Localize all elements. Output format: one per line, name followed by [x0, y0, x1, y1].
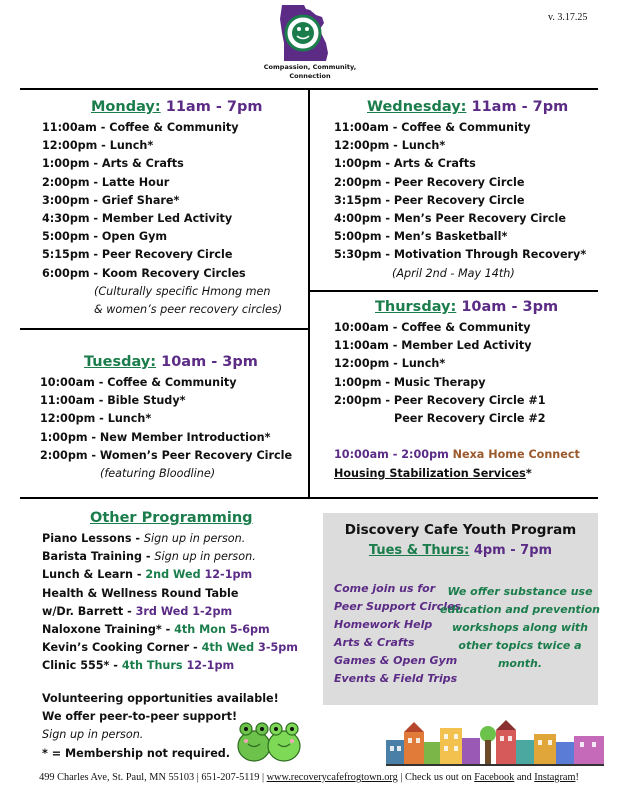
- narcan-day: 4th Mon: [174, 623, 226, 637]
- list-item: 3:00pm - Grief Share*: [42, 193, 180, 207]
- health-label: w/Dr. Barrett -: [42, 604, 136, 618]
- other-programming-title: Other Programming: [90, 510, 253, 526]
- clinic-time: 12-1pm: [182, 659, 235, 673]
- list-item: Arts & Crafts: [334, 636, 415, 649]
- footer-end: !: [575, 772, 579, 783]
- list-item: [42, 566, 298, 584]
- piano-label: Piano Lessons -: [42, 532, 144, 545]
- tuesday-heading: [84, 354, 258, 370]
- kevin-time: 3-5pm: [254, 641, 298, 655]
- list-item: Health & Wellness Round Table: [42, 586, 239, 600]
- recovery-cafe-logo: [276, 3, 330, 63]
- logo-tagline: Compassion, Community, Connection: [263, 63, 357, 80]
- monday-note: & women’s peer recovery circles): [94, 303, 283, 317]
- clinic-label: Clinic 555* -: [42, 659, 122, 673]
- center-divider: [308, 88, 310, 498]
- list-item: 1:00pm - New Member Introduction*: [40, 430, 271, 444]
- list-item: Peer Recovery Circle #2: [394, 412, 546, 426]
- bottom-right-divider: [308, 497, 598, 499]
- footer-address: 499 Charles Ave, St. Paul, MN 55103 | 651-207-5119 |: [39, 772, 267, 783]
- footer-mid: | Check us out on: [397, 772, 475, 783]
- lunch-time: 12-1pm: [200, 568, 253, 582]
- list-item: 3:15pm - Peer Recovery Circle: [334, 193, 525, 207]
- list-item: 5:00pm - Open Gym: [42, 230, 168, 244]
- list-item: 1:00pm - Arts & Crafts: [334, 157, 476, 171]
- health-time: 1-2pm: [188, 604, 233, 618]
- list-item: 5:15pm - Peer Recovery Circle: [42, 248, 233, 262]
- list-item: 4:00pm - Men’s Peer Recovery Circle: [334, 212, 566, 226]
- nexa-time: 10:00am - 2:00pm: [334, 448, 449, 462]
- membership-note: * = Membership not required.: [42, 746, 231, 760]
- list-item: 6:00pm - Koom Recovery Circles: [42, 266, 246, 280]
- housing-services: Housing Stabilization Services: [334, 466, 526, 480]
- lunch-label: Lunch & Learn -: [42, 568, 146, 582]
- barista-note: Sign up in person.: [154, 550, 256, 564]
- thursday-heading: [375, 299, 558, 315]
- list-item: 4:30pm - Member Led Activity: [42, 212, 233, 226]
- nexa-line: [334, 446, 580, 464]
- list-item: Homework Help: [334, 618, 433, 631]
- list-item: [42, 621, 298, 639]
- tuesday-day: Tuesday:: [84, 354, 157, 370]
- list-item: Come join us for: [334, 582, 436, 595]
- youth-program-title: Discovery Cafe Youth Program: [344, 522, 577, 538]
- list-item: 1:00pm - Music Therapy: [334, 375, 486, 389]
- youth-program-schedule: [323, 543, 598, 558]
- town-illustration: [386, 718, 604, 766]
- housing-star: *: [525, 466, 532, 480]
- list-item: 11:00am - Bible Study*: [40, 394, 186, 408]
- instagram-link[interactable]: Instagram: [534, 772, 576, 783]
- list-item: [42, 530, 298, 548]
- clinic-day: 4th Thurs: [121, 659, 183, 673]
- volunteer-line: Volunteering opportunities available!: [42, 692, 279, 705]
- list-item: 10:00am - Coffee & Community: [334, 321, 531, 334]
- youth-days: Tues & Thurs:: [368, 543, 470, 558]
- list-item: 12:00pm - Lunch*: [334, 139, 446, 153]
- volunteer-line: Sign up in person.: [42, 728, 144, 742]
- tuesday-schedule: [40, 374, 292, 483]
- volunteer-line: We offer peer-to-peer support!: [42, 710, 238, 724]
- thursday-time: 10am - 3pm: [456, 299, 559, 315]
- footer-contact: [0, 772, 618, 783]
- piano-note: Sign up in person.: [143, 532, 246, 545]
- facebook-link[interactable]: Facebook: [474, 772, 515, 783]
- monday-heading: [91, 99, 263, 115]
- list-item: [42, 548, 298, 566]
- bottom-left-divider: [20, 497, 308, 499]
- list-item: 2:00pm - Latte Hour: [42, 175, 170, 189]
- list-item: 2:00pm - Peer Recovery Circle: [334, 175, 525, 189]
- other-programming-list: [42, 530, 298, 676]
- list-item: 11:00am - Member Led Activity: [334, 339, 532, 353]
- list-item: 11:00am - Coffee & Community: [42, 121, 239, 134]
- list-item: Games & Open Gym: [334, 654, 458, 667]
- lunch-day: 2nd Wed: [145, 568, 201, 582]
- wednesday-time: 11am - 7pm: [466, 99, 569, 115]
- other-programming-heading: [90, 510, 253, 526]
- kevin-day: 4th Wed: [201, 641, 255, 655]
- monday-tuesday-divider: [20, 328, 308, 330]
- wednesday-schedule: [334, 119, 586, 283]
- health-day: 3rd Wed: [135, 604, 189, 618]
- list-item: [42, 603, 298, 621]
- tuesday-time: 10am - 3pm: [156, 354, 258, 370]
- list-item: 12:00pm - Lunch*: [42, 139, 154, 153]
- thursday-schedule: [334, 319, 580, 483]
- list-item: 10:00am - Coffee & Community: [40, 376, 237, 389]
- monday-schedule: [42, 119, 282, 319]
- wednesday-thursday-divider: [308, 290, 598, 292]
- housing-line: [334, 465, 580, 483]
- wednesday-heading: [367, 99, 568, 115]
- version-label: v. 3.17.25: [548, 12, 588, 23]
- youth-workshops-note: We offer substance use education and prevention workshops along with other topics twice a month.: [440, 585, 600, 670]
- monday-time: 11am - 7pm: [160, 99, 263, 115]
- website-link[interactable]: www.recoverycafefrogtown.org: [266, 772, 398, 783]
- narcan-time: 5-6pm: [225, 623, 270, 637]
- tuesday-note: (featuring Bloodline): [100, 467, 216, 481]
- monday-note: (Culturally specific Hmong men: [94, 284, 271, 298]
- wednesday-note: (April 2nd - May 14th): [392, 266, 515, 280]
- nexa-name: Nexa Home Connect: [448, 448, 580, 462]
- thursday-day: Thursday:: [375, 299, 457, 315]
- list-item: [42, 639, 298, 657]
- wednesday-day: Wednesday:: [367, 99, 467, 115]
- frogs-illustration: [234, 712, 304, 764]
- list-item: Events & Field Trips: [334, 672, 458, 685]
- list-item: 12:00pm - Lunch*: [40, 412, 152, 426]
- barista-label: Barista Training -: [42, 550, 155, 564]
- list-item: 5:00pm - Men’s Basketball*: [334, 230, 508, 244]
- monday-day: Monday:: [91, 99, 161, 115]
- list-item: 2:00pm - Women’s Peer Recovery Circle: [40, 448, 293, 462]
- list-item: 12:00pm - Lunch*: [334, 357, 446, 371]
- kevin-label: Kevin’s Cooking Corner -: [42, 641, 202, 655]
- footer-and: and: [514, 772, 535, 783]
- list-item: [42, 657, 298, 675]
- list-item: 5:30pm - Motivation Through Recovery*: [334, 248, 587, 262]
- list-item: 1:00pm - Arts & Crafts: [42, 157, 184, 171]
- list-item: 11:00am - Coffee & Community: [334, 121, 531, 134]
- list-item: Peer Support Circles: [334, 600, 462, 613]
- youth-time: 4pm - 7pm: [469, 543, 553, 558]
- narcan-label: Naloxone Training* -: [42, 623, 175, 637]
- list-item: 2:00pm - Peer Recovery Circle #1: [334, 393, 546, 407]
